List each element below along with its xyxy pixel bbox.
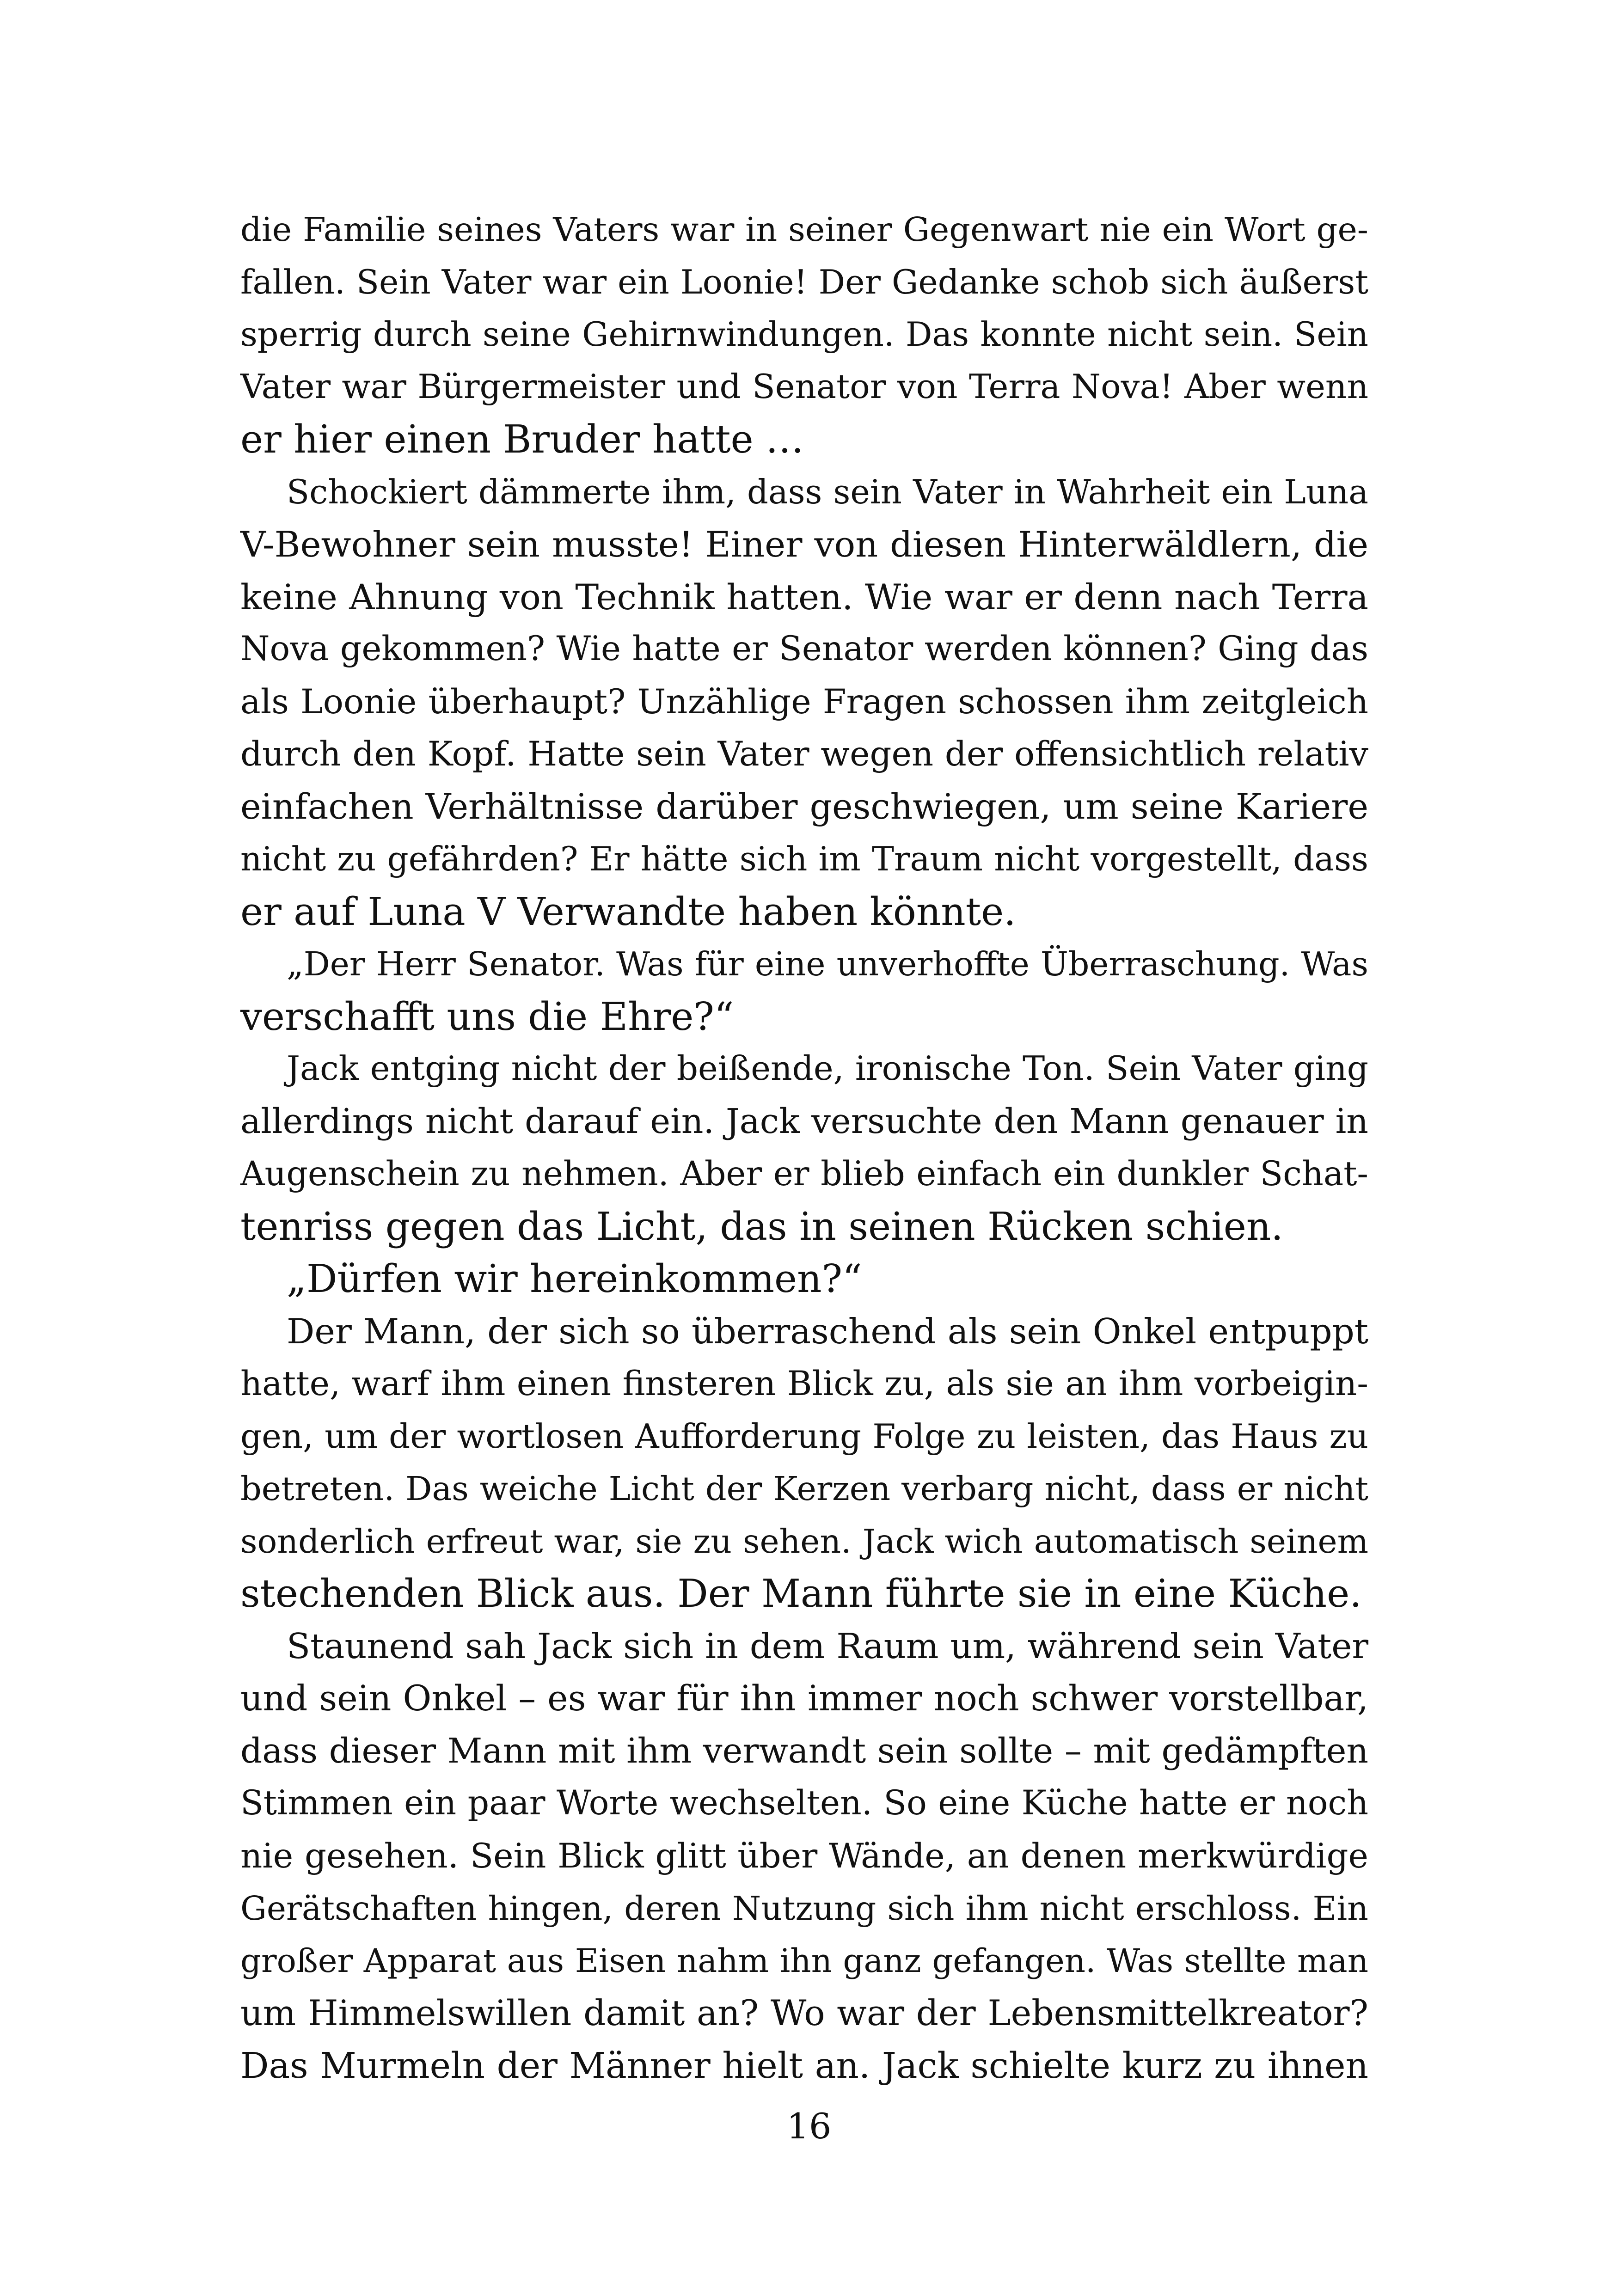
text-line: und sein Onkel – es war für ihn immer noch schwer vorstellbar, (240, 1678, 1368, 1719)
text-line: die Familie seines Vaters war in seiner Gegenwart nie ein Wort ge- (240, 210, 1368, 249)
text-line: verschafft uns die Ehre?“ (240, 994, 734, 1039)
page-number: 16 (786, 2106, 832, 2147)
text-line: Augenschein zu nehmen. Aber er blieb einfach ein dunkler Schat- (240, 1154, 1368, 1194)
text-line: er auf Luna V Verwandte haben könnte. (240, 889, 1016, 934)
text-line: allerdings nicht darauf ein. Jack versuchte den Mann genauer in (240, 1101, 1368, 1141)
text-line: fallen. Sein Vater war ein Loonie! Der Gedanke schob sich äußerst (240, 262, 1368, 301)
text-line: Das Murmeln der Männer hielt an. Jack schielte kurz zu ihnen (240, 2045, 1368, 2087)
text-line: Stimmen ein paar Worte wechselten. So eine Küche hatte er noch (240, 1784, 1368, 1823)
text-line: sonderlich erfreut war, sie zu sehen. Jack wich automatisch seinem (240, 1522, 1368, 1561)
text-line: einfachen Verhältnisse darüber geschwiegen, um seine Kariere (240, 786, 1368, 827)
text-line: Vater war Bürgermeister und Senator von Terra Nova! Aber wenn (240, 367, 1368, 406)
text-line: um Himmelswillen damit an? Wo war der Lebensmittelkreator? (240, 1993, 1368, 2033)
text-line: betreten. Das weiche Licht der Kerzen verbarg nicht, dass er nicht (240, 1469, 1368, 1508)
text-line: er hier einen Bruder hatte … (240, 417, 804, 462)
text-line: durch den Kopf. Hatte sein Vater wegen der offensichtlich relativ (240, 735, 1368, 774)
text-line: Nova gekommen? Wie hatte er Senator werden können? Ging das (240, 630, 1368, 668)
text-line: „Dürfen wir hereinkommen?“ (287, 1256, 862, 1301)
text-line: Der Mann, der sich so überraschend als sein Onkel entpuppt (287, 1310, 1368, 1352)
text-line: Schockiert dämmerte ihm, dass sein Vater in Wahrheit ein Luna (287, 472, 1368, 511)
text-line: dass dieser Mann mit ihm verwandt sein sollte – mit gedämpften (240, 1731, 1368, 1771)
text-line: als Loonie überhaupt? Unzählige Fragen schossen ihm zeitgleich (240, 682, 1368, 722)
text-line: hatte, warf ihm einen finsteren Blick zu, als sie an ihm vorbeigin- (240, 1364, 1368, 1403)
text-line: nie gesehen. Sein Blick glitt über Wände, an denen merkwürdige (240, 1836, 1368, 1876)
text-line: nicht zu gefährden? Er hätte sich im Traum nicht vorgestellt, dass (240, 839, 1368, 878)
text-line: großer Apparat aus Eisen nahm ihn ganz gefangen. Was stellte man (240, 1941, 1368, 1980)
body-text (240, 203, 1368, 2092)
text-line: tenriss gegen das Licht, das in seinen Rücken schien. (240, 1204, 1283, 1249)
text-line: V-Bewohner sein musste! Einer von diesen Hinterwäldlern, die (240, 524, 1368, 565)
text-line: Gerätschaften hingen, deren Nutzung sich ihm nicht erschloss. Ein (240, 1889, 1368, 1928)
text-line: „Der Herr Senator. Was für eine unverhoffte Überraschung. Was (287, 945, 1368, 983)
text-line: Staunend sah Jack sich in dem Raum um, während sein Vater (287, 1626, 1368, 1666)
text-line: gen, um der wortlosen Aufforderung Folge zu leisten, das Haus zu (240, 1416, 1368, 1456)
text-line: sperrig durch seine Gehirnwindungen. Das konnte nicht sein. Sein (240, 315, 1368, 354)
text-line: keine Ahnung von Technik hatten. Wie war er denn nach Terra (240, 576, 1368, 618)
text-line: stechenden Blick aus. Der Mann führte sie in eine Küche. (240, 1571, 1362, 1616)
text-line: Jack entging nicht der beißende, ironische Ton. Sein Vater ging (287, 1049, 1368, 1088)
